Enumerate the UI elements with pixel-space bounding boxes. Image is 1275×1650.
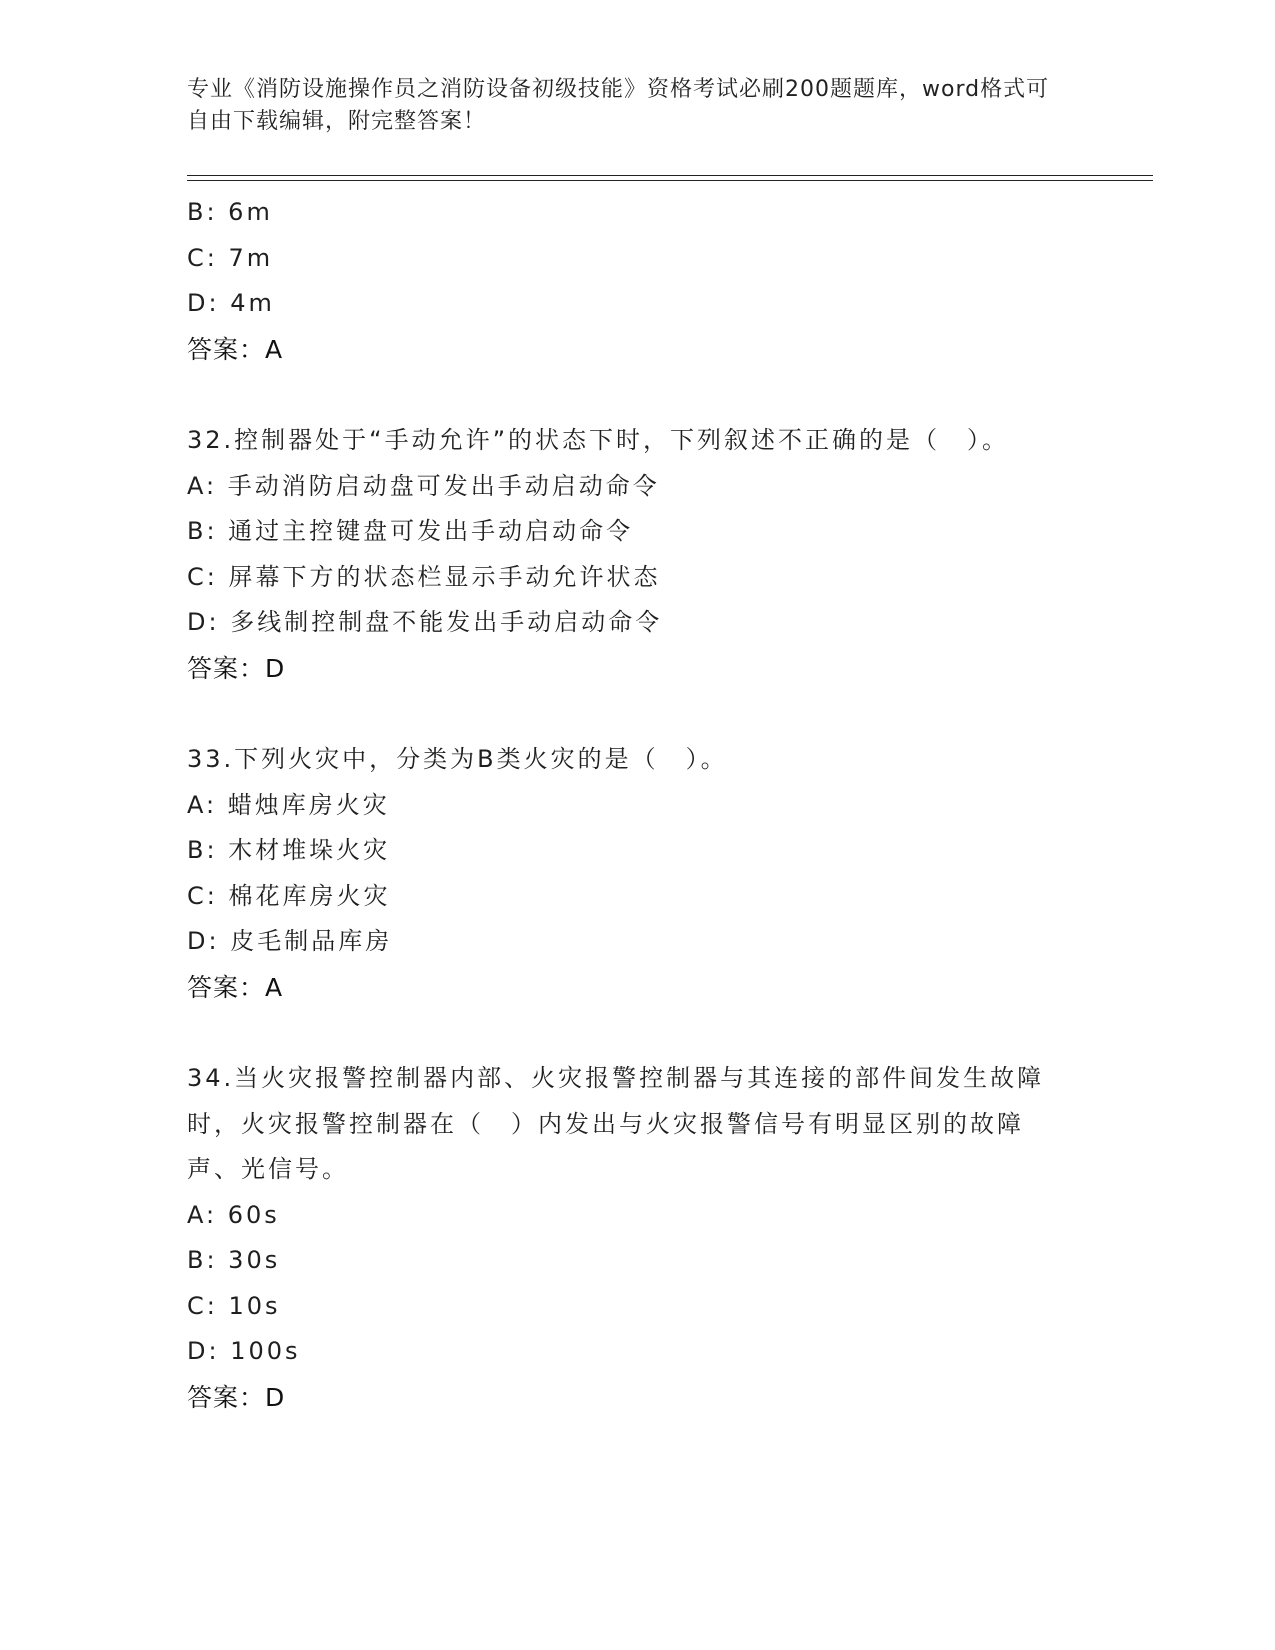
header-divider-top bbox=[187, 175, 1153, 176]
answer-line: 答案：D bbox=[187, 1382, 286, 1412]
option-a: A: 蜡烛库房火灾 bbox=[187, 790, 390, 819]
answer-line: 答案：D bbox=[187, 653, 286, 683]
question-stem: 33.下列火灾中，分类为B类火灾的是（ ）。 bbox=[187, 745, 728, 773]
option-d: D: 皮毛制品库房 bbox=[187, 927, 393, 955]
question-31-tail bbox=[187, 190, 1087, 372]
header-divider-bottom bbox=[187, 180, 1153, 181]
question-list bbox=[187, 190, 1087, 1420]
option-b: B: 30s bbox=[187, 1246, 281, 1274]
question-34 bbox=[187, 1056, 1087, 1420]
question-32 bbox=[187, 418, 1087, 691]
option-c: C: 7m bbox=[187, 243, 274, 272]
option-c: C: 棉花库房火灾 bbox=[187, 881, 391, 910]
question-stem: 34.当火灾报警控制器内部、火灾报警控制器与其连接的部件间发生故障时，火灾报警控制器在（ ）内发出与火灾报警信号有明显区别的故障声、光信号。 bbox=[187, 1064, 1045, 1183]
option-b: B: 通过主控键盘可发出手动启动命令 bbox=[187, 517, 634, 545]
option-d: D: 4m bbox=[187, 289, 275, 317]
question-33 bbox=[187, 737, 1087, 1010]
option-b: B: 6m bbox=[187, 198, 273, 226]
question-stem: 32.控制器处于“手动允许”的状态下时，下列叙述不正确的是（ ）。 bbox=[187, 426, 1010, 454]
option-a: A: 60s bbox=[187, 1200, 280, 1229]
option-d: D: 多线制控制盘不能发出手动启动命令 bbox=[187, 608, 663, 636]
option-c: C: 10s bbox=[187, 1291, 281, 1320]
option-b: B: 木材堆垛火灾 bbox=[187, 836, 391, 864]
document-header-title: 专业《消防设施操作员之消防设备初级技能》资格考试必刷200题题库，word格式可自由下载编辑，附完整答案！ bbox=[187, 77, 1050, 134]
answer-line: 答案：A bbox=[187, 972, 284, 1002]
option-a: A: 手动消防启动盘可发出手动启动命令 bbox=[187, 471, 660, 500]
answer-line: 答案：A bbox=[187, 334, 284, 364]
option-d: D: 100s bbox=[187, 1337, 301, 1365]
option-c: C: 屏幕下方的状态栏显示手动允许状态 bbox=[187, 562, 661, 591]
